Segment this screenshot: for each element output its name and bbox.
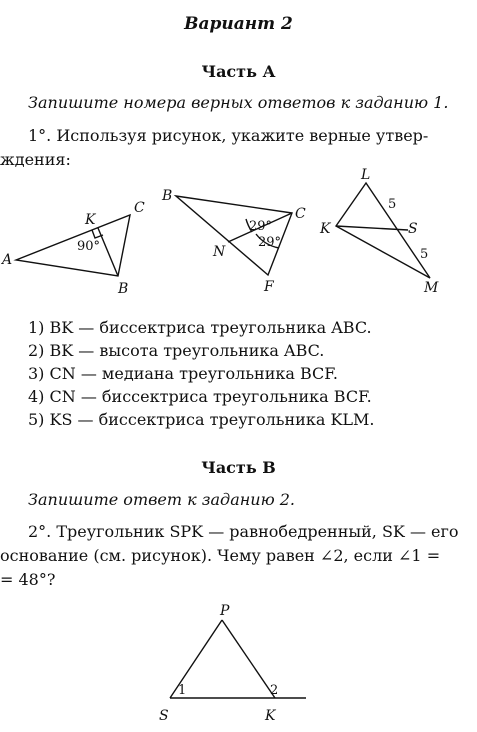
label-s: S xyxy=(408,221,418,237)
label-k2: K xyxy=(265,708,276,724)
task2-line3: = 48°? xyxy=(0,570,56,589)
label-angle-29-b: 29° xyxy=(258,235,282,250)
label-k3: K xyxy=(320,221,331,237)
label-m: M xyxy=(424,280,439,296)
label-seg-5-b: 5 xyxy=(420,247,429,262)
side-pk xyxy=(222,620,275,698)
part-a-heading: Часть А xyxy=(201,62,276,81)
label-k1: K xyxy=(85,212,96,228)
part-a-instruction: Запишите номера верных ответов к заданию 1. xyxy=(28,93,449,112)
label-c1: C xyxy=(134,200,145,216)
variant-title: Вариант 2 xyxy=(184,14,293,34)
label-b1: B xyxy=(118,281,129,297)
option-2: 2) BK — высота треугольника ABC. xyxy=(28,341,325,360)
task2-figure xyxy=(150,598,330,728)
label-angle-1: 1 xyxy=(178,683,187,698)
label-l: L xyxy=(361,167,371,183)
label-p: P xyxy=(220,603,230,619)
task1-line2: ждения: xyxy=(0,150,71,169)
label-f: F xyxy=(264,279,274,295)
option-4: 4) CN — биссектриса треугольника BCF. xyxy=(28,387,372,406)
task2-line2: основание (см. рисунок). Чему равен ∠2, если ∠1 = xyxy=(0,546,441,565)
label-n: N xyxy=(213,244,226,260)
task2-line1: 2°. Треугольник SPK — равнобедренный, SK — его xyxy=(28,522,459,541)
label-b2: B xyxy=(162,188,173,204)
part-b-instruction: Запишите ответ к заданию 2. xyxy=(28,490,296,509)
label-seg-5-a: 5 xyxy=(388,197,397,212)
label-a: A xyxy=(2,252,13,268)
part-b-heading: Часть В xyxy=(201,458,276,477)
option-5: 5) KS — биссектриса треугольника KLM. xyxy=(28,410,375,429)
option-3: 3) CN — медиана треугольника BCF. xyxy=(28,364,338,383)
label-angle-90: 90° xyxy=(77,239,101,254)
task1-figures xyxy=(0,160,477,300)
label-c2: C xyxy=(295,206,306,222)
triangle-abc xyxy=(16,215,130,276)
task1-line1: 1°. Используя рисунок, укажите верные утвер- xyxy=(28,126,429,145)
label-s2: S xyxy=(159,708,169,724)
option-1: 1) BK — биссектриса треугольника ABC. xyxy=(28,318,372,337)
segment-ks xyxy=(336,226,408,230)
label-angle-2: 2 xyxy=(270,683,279,698)
label-angle-29-a: 29° xyxy=(249,219,273,234)
